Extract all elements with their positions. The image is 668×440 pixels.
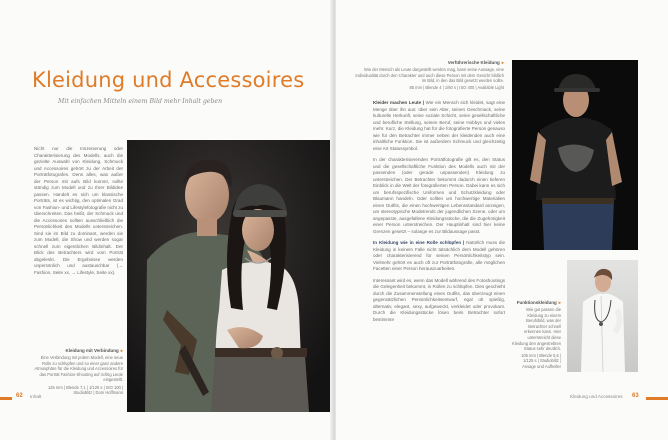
left-caption-heading: Kleidung mit Verbindung ▸ <box>65 348 123 353</box>
right-caption-meta: 105 mm | Blende 5,6 | 1/125 s | Studioblitz | Ansage und Aufheller <box>521 352 561 370</box>
paragraph-kleider: Kleider machen Leute | Wie ein Mensch sich kleidet, sagt eine Menge über ihn aus: über sein Alter, seinen Geschmack, seine kulturelle Herkunft, seine soziale Schicht, seine gesellschaftliche und berufliche Stellung, seinen Beruf, seine Hobbys und vieles mehr. Kurz, die Kleidung hat für die fotografierte Person genauso wie für den Betrachter immer neben der kleidenden auch eine inhaltliche Funktion. Sie ist außerdem Schmuck und gleichzeitig eine Art Statussymbol. <box>373 100 505 151</box>
right-top-caption-heading: Verführerische Kleidung ▸ <box>447 60 504 65</box>
right-caption-heading: Funktionskleidung ▸ <box>516 300 561 305</box>
lead-kleider-machen-leute: Kleider machen Leute | <box>373 100 424 105</box>
man-hat-photo <box>512 60 638 250</box>
right-page-number: 63 <box>632 393 639 399</box>
left-folio-bar <box>0 397 12 400</box>
left-page-number: 62 <box>16 393 23 399</box>
page-title: Kleidung und Accessoires <box>32 68 305 92</box>
left-caption-meta: 125 mm | Blende 7,1 | 1/125 s | ISO 100 | Studioblitz | Dom Hoffmann <box>47 384 123 396</box>
doctor-photo <box>567 260 638 372</box>
couple-photo <box>127 140 332 412</box>
left-photo-caption <box>34 348 123 396</box>
section-head-rolle: In Kleidung wie in eine Rolle schlüpfen | <box>373 240 465 245</box>
man-hat-photo-image <box>512 60 638 250</box>
left-page <box>0 0 332 440</box>
right-caption-text: Wie gut passen die Kleidung zu einem Berufsbild, was der Betrachter schnell erkennen kann. Hier unterstreicht diese Kleidung den angestrebten Status sehr deutlich. <box>512 307 561 352</box>
right-top-caption-meta: 85 mm | Blende 4 | 1/60 s | ISO 400 | Available Light <box>409 84 504 90</box>
left-folio-label: Inhalt <box>30 394 42 399</box>
paragraph-interessant: Interessant wird es, wenn das Modell während des Fotoshootings die Gelegenheit bekommt, in Rollen zu schlüpfen. Dies geschieht durch die Zusammenstellung eines Outfits, das überzeugt einen gegensätzlichen Persönlichkeitsentwurf, egal ob spießig, alternativ, elegant, sexy, aufgeweckt, verkleidet oder provokant. Durch die Kleidungsstücke lösen beim Betrachter sofort bestimmte <box>373 277 505 322</box>
left-body-text: Nicht nur die Inszenierung oder Charakterisierung des Modells, auch die gezielte Auswahl von Kleidung, Schmuck und Accessoires gehört zu der Arbeit der Porträtfotografen. Denn alles, was außer der Person mit aufs Bild kommt, sollte ständig zum Modell und zu Ihrer Bildidee passen. Handelt es sich um klassische Porträts, ist es wichtig, den optimalen Grad von Fashion- und Lifestylefotografie nicht zu überschreiten. Das heißt, der Schmuck und die Accessoires sollten ausschließlich die Persönlichkeit des Modells unterstreichen. Sind sie im Bild zu dominant, werden sie zum Modell, die Show und werden sogar schnell zum eigentlichen Bildinhalt. Der Blick des Betrachters wird vom Porträt abgelenkt. Die Ergebnisse werden unpersönlich und austauschbar (→ Fashion, Seite xx, → Lifestyle, Seite xx). <box>34 146 123 275</box>
right-top-caption-text: Wie der Mensch als Leute dargestellt werden mag, kann seine Aussage, eine Individualität durch den Charakter und auch diese Person mit dem Gesicht bildlich im Bild, in den das Bild gesetzt werden sollte. <box>355 67 504 84</box>
right-photo-caption <box>512 300 561 370</box>
paragraph-rolle: In Kleidung wie in eine Rolle schlüpfen | Natürlich muss die Kleidung in keinem Falle nicht tatsächlich dem Modell gehören oder charakterisierend für seinen Persönlichkeitstyp sein. Vielmehr gehört es auch oft zur Porträtfotografie, alle möglichen Facetten einer Person herauszuarbeiten. <box>373 240 505 271</box>
right-body-text <box>373 100 505 323</box>
doctor-photo-image <box>567 260 638 372</box>
paragraph-status: In der charakterisierenden Porträtfotografie gilt es, den Status und die gesellschaftliche Funktion des Modells auch mit der passenden (oder gerade unpassenden) Kleidung zu unterstreichen. Der Betrachter bekommt dadurch einen tieferen Einblick in die Welt der fotografierten Person. Dabei kann es sich um berufsspezifische Uniformen und Schutzkleidung oder Blaumann handeln. Oder sollten um hochwertige Materialien einen Outfits, die einen hochwertigen Lebensstandard anzeigen, um stereotypische Modetrends der jugendlichen Szene, oder um angepasste, ausgefallene Kleidungsstücke, die die Zugehörigkeit einer Person unterstreichen. Der Hauptinhalt sind hier keine Grenzen gesetzt – solange es zur Bildaussage passt. <box>373 157 505 234</box>
right-top-caption <box>352 60 504 90</box>
left-caption-text: Eine Verbindung mit jedem Modell, eine neue Rolle zu schlüpfen und so einer ganz andere Atmosphäre für die Kleidung und Accessoires für das Porträt Fashion-Shooting auf richtig Leute eingestellt. <box>34 355 123 383</box>
couple-photo-image <box>127 140 332 412</box>
left-footer <box>0 392 332 406</box>
page-subtitle: Mit einfachen Mitteln einem Bild mehr Inhalt geben <box>58 98 223 105</box>
right-folio-bar <box>646 397 668 400</box>
right-footer <box>336 392 668 406</box>
right-folio-label: Kleidung und Accessoires <box>570 394 623 399</box>
